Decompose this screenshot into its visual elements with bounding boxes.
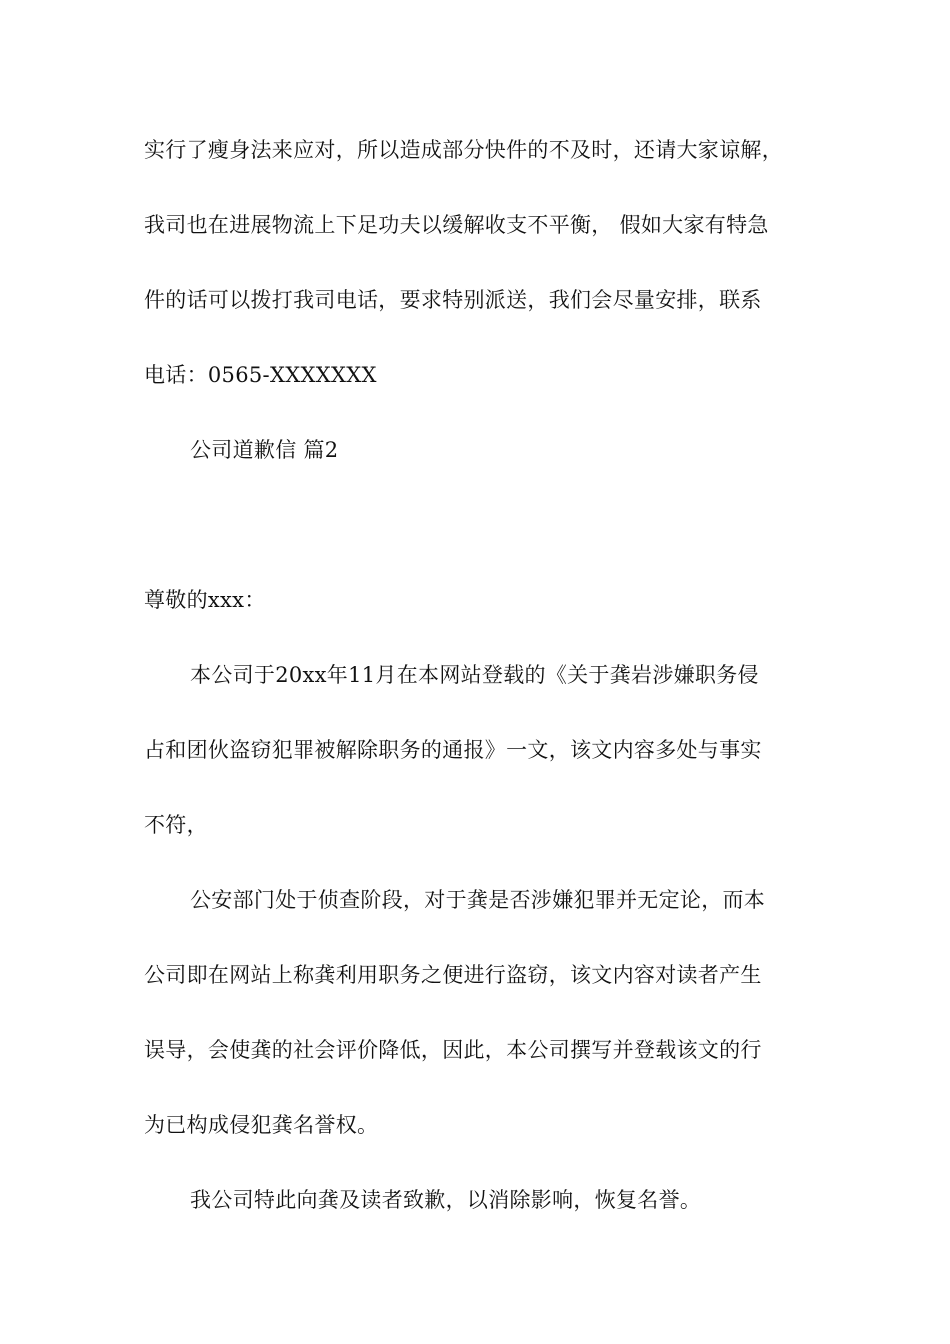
paragraph-line: 实行了瘦身法来应对，所以造成部分快件的不及时，还请大家谅解， bbox=[144, 138, 783, 162]
section-heading: 公司道歉信 篇2 bbox=[190, 438, 339, 462]
paragraph-line: 不符， bbox=[144, 813, 208, 837]
paragraph-line: 本公司于20xx年11月在本网站登载的《关于龚岩涉嫌职务侵 bbox=[190, 663, 759, 687]
paragraph-line: 电话：0565-XXXXXXX bbox=[144, 363, 377, 387]
paragraph-line: 为已构成侵犯龚名誉权。 bbox=[144, 1113, 379, 1137]
paragraph-line: 件的话可以拨打我司电话，要求特别派送，我们会尽量安排，联系 bbox=[144, 288, 762, 312]
salutation: 尊敬的xxx： bbox=[144, 588, 266, 612]
paragraph-line: 我司也在进展物流上下足功夫以缓解收支不平衡， 假如大家有特急 bbox=[144, 213, 769, 237]
paragraph-line: 占和团伙盗窃犯罪被解除职务的通报》一文，该文内容多处与事实 bbox=[144, 738, 762, 762]
paragraph-line: 误导，会使龚的社会评价降低，因此，本公司撰写并登载该文的行 bbox=[144, 1038, 762, 1062]
paragraph-line: 公司即在网站上称龚利用职务之便进行盗窃，该文内容对读者产生 bbox=[144, 963, 762, 987]
paragraph-line: 我公司特此向龚及读者致歉，以消除影响，恢复名誉。 bbox=[190, 1188, 702, 1212]
paragraph-line: 公安部门处于侦查阶段，对于龚是否涉嫌犯罪并无定论，而本 bbox=[190, 888, 766, 912]
